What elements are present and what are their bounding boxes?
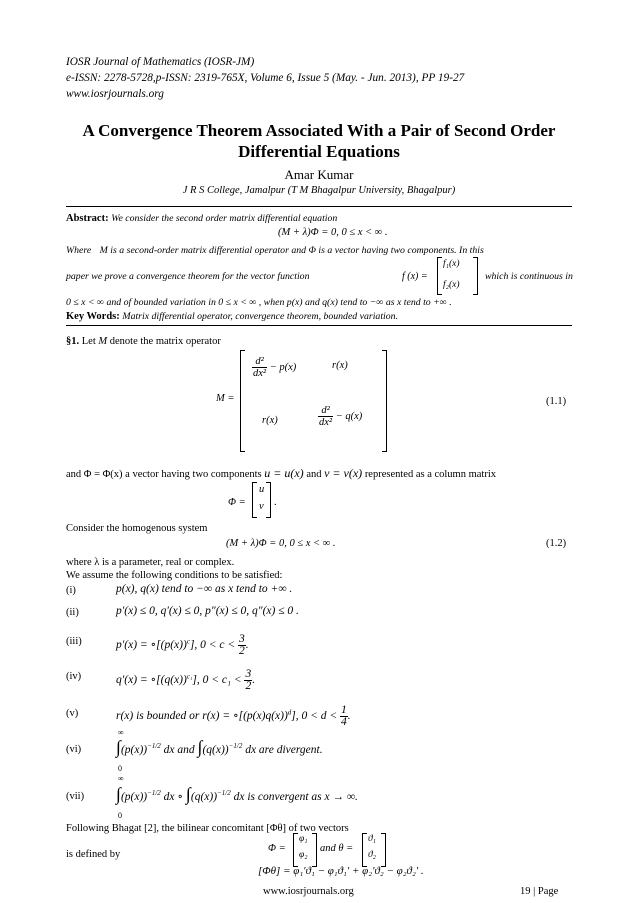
phi-u: u = u(x)	[264, 466, 304, 480]
header-divider	[66, 206, 572, 207]
cond-iii-sup: c	[186, 637, 190, 646]
matrix-cell-21: r(x)	[262, 415, 278, 426]
cond-vi-sup2: −1/2	[228, 742, 243, 750]
phi2-bracket-right	[312, 833, 317, 867]
abstract-fx: f (x) =	[402, 271, 428, 282]
phi-dot: .	[274, 497, 277, 508]
phi2-bracket-left	[293, 833, 298, 867]
cond-vi-int1-upper: ∞	[118, 728, 124, 737]
cond-iii-end: .	[245, 639, 249, 652]
cond-vi-d: dx are divergent.	[245, 743, 323, 756]
vector-bracket-right	[473, 257, 478, 295]
paper-title-line1: A Convergence Theorem Associated With a Pair of Second Order	[82, 121, 556, 140]
phi2-c1: φ₁	[299, 834, 308, 844]
phi-vector-v: v	[259, 501, 264, 512]
phi-text-e: represented as a column matrix	[364, 469, 497, 480]
section1-intro	[66, 335, 221, 348]
cond-vii-a: (p(x))	[120, 790, 148, 803]
theta-c1: ϑ₁	[368, 834, 376, 844]
cond-v-end: .	[347, 710, 351, 723]
cond-iv-a: q′(x) = ∘[(q(x))	[116, 674, 187, 687]
cond-vi	[116, 736, 323, 757]
journal-issn: e-ISSN: 2278-5728,p-ISSN: 2319-765X, Volume 6, Issue 5 (May. - Jun. 2013), PP 19-27	[66, 72, 465, 84]
abstract-equation: (M + λ)Φ = 0, 0 ≤ x < ∞ .	[278, 227, 388, 238]
keywords-text: Matrix differential operator, convergence theorem, bounded variation.	[122, 311, 399, 322]
journal-site: www.iosrjournals.org	[66, 88, 164, 100]
eq-number-1-2: (1.2)	[546, 538, 567, 549]
cond-iii-num: 3	[239, 633, 245, 645]
concomitant-equation: [Φθ] = φ₁′ϑ₁ − φ₁ϑ₁′ + φ₂′ϑ₂ − φ₂ϑ₂′ .	[258, 865, 424, 877]
cond-vi-int1-lower: 0	[118, 764, 122, 773]
footer-site: www.iosrjournals.org	[263, 886, 354, 897]
cond-vii-sup: −1/2	[147, 789, 161, 797]
cond-vi-b: dx and	[163, 743, 195, 756]
frac-dx2: dx²	[253, 368, 267, 379]
cond-iv-end: .	[252, 674, 256, 687]
homogeneous-system: (M + λ)Φ = 0, 0 ≤ x < ∞ .	[226, 538, 336, 549]
cond-vii	[116, 783, 358, 804]
matrix-cell-12: r(x)	[332, 360, 348, 371]
bilinear-line: Following Bhagat [2], the bilinear concomitant [Φθ] of two vectors	[66, 823, 349, 834]
cond-iii-b: ], 0 < c <	[189, 639, 236, 652]
section1-label: §1.	[66, 336, 80, 347]
cond-v-sup: d	[287, 708, 292, 717]
matrix-cell-22: $\frac{\text{d²}}{\text{dx²}}$ − q(x)	[319, 405, 363, 428]
section1-let: Let	[81, 336, 96, 347]
cond-v-den: 4	[341, 716, 347, 728]
cond-iv-label: (iv)	[66, 671, 82, 682]
cond-ii-label: (ii)	[66, 607, 79, 618]
abstract-line2	[66, 244, 484, 257]
cond-v-a: r(x) is bounded or r(x) = ∘[(p(x)q(x))	[116, 710, 288, 723]
footer-page: 19 | Page	[520, 886, 559, 897]
abstract-divider	[66, 325, 572, 326]
cond-vi-a: (p(x))	[120, 743, 148, 756]
phi-v: v = v(x)	[324, 466, 363, 480]
phi2-c2: φ₂	[299, 850, 308, 860]
matrix-bracket-left	[240, 350, 245, 452]
cond-vii-sup2: −1/2	[217, 789, 231, 797]
cond-iii-label: (iii)	[66, 636, 82, 647]
cond-iv	[116, 669, 255, 692]
assume-line: We assume the following conditions to be satisfied:	[66, 570, 283, 581]
abstract-M: M	[99, 245, 108, 256]
cond-vii-int1-upper: ∞	[118, 774, 124, 783]
cond-vii-b: dx ∘	[163, 790, 184, 803]
consider-line: Consider the homogenous system	[66, 523, 208, 534]
section1-text: denote the matrix operator	[109, 336, 221, 347]
abstract-f1: f₁(x)	[443, 259, 460, 269]
cond-iii-den: 2	[239, 645, 245, 657]
cond-i-label: (i)	[66, 585, 76, 596]
keywords	[66, 310, 398, 323]
phi-bracket-right	[266, 482, 271, 518]
cond-vii-label: (vii)	[66, 791, 85, 802]
section1-M: M	[98, 336, 108, 347]
minus-p: − p(x)	[269, 361, 297, 373]
cond-iv-den: 2	[245, 680, 252, 692]
phi-text-and: and	[306, 469, 322, 480]
phi-text-a: and Φ = Φ(x) a vector having two components	[66, 469, 262, 480]
matrix-cell-11	[252, 356, 296, 379]
abstract-label: Abstract:	[66, 213, 109, 224]
cond-vi-sup: −1/2	[147, 742, 161, 750]
cond-vii-d: dx is convergent as x → ∞.	[233, 790, 358, 803]
author-name: Amar Kumar	[284, 167, 354, 182]
frac-d2: d²	[252, 356, 267, 368]
abstract-f2: f₂(x)	[443, 280, 460, 290]
cond-v-num: 1	[341, 704, 347, 716]
eq-number-1-1: (1.1)	[546, 396, 567, 407]
cond-vii-c: (q(x))	[190, 790, 218, 803]
cond-iii	[116, 634, 249, 657]
phi-vector-u: u	[259, 484, 265, 495]
keywords-label: Key Words:	[66, 311, 120, 322]
abstract-line3: paper we prove a convergence theorem for the vector function	[66, 271, 310, 282]
defined-by-line: is defined by	[66, 849, 121, 860]
abstract-text1: We consider the second order matrix differential equation	[111, 213, 338, 224]
phi-vector-label: Φ =	[228, 497, 246, 508]
cond-iv-num: 3	[245, 668, 252, 680]
abstract-line3-rest: which is continuous in	[485, 271, 573, 282]
cond-vii-int1-lower: 0	[118, 811, 122, 820]
matrix-M-label: M =	[216, 393, 235, 404]
theta-bracket-left	[362, 833, 367, 867]
minus-q: − q(x)	[335, 410, 363, 422]
cond-iv-sup: c₁	[186, 672, 193, 681]
integral-sign-icon: ∫	[116, 783, 121, 804]
cond-i: p(x), q(x) tend to −∞ as x tend to +∞ .	[116, 583, 293, 595]
theta-bracket-right	[381, 833, 386, 867]
integral-sign-icon: ∫	[197, 736, 203, 757]
cond-iii-a: p′(x) = ∘[(p(x))	[116, 639, 187, 652]
cond-v-b: ], 0 < d <	[291, 710, 338, 723]
cond-v-label: (v)	[66, 708, 79, 719]
theta-c2: ϑ₂	[368, 850, 376, 860]
cond-v	[116, 705, 351, 728]
paper-title-line2: Differential Equations	[238, 142, 400, 161]
abstract-line4: 0 ≤ x < ∞ and of bounded variation in 0 ≤ x < ∞ , when p(x) and q(x) tend to −∞ as x tend to +∞ .	[66, 297, 452, 308]
abstract-where: Where	[66, 245, 92, 256]
where-lambda: where λ is a parameter, real or complex.	[66, 557, 235, 568]
journal-name: IOSR Journal of Mathematics (IOSR-JM)	[66, 56, 255, 68]
theta-label: and θ =	[320, 843, 354, 854]
cond-vi-label: (vi)	[66, 744, 82, 755]
phi-definition-line	[66, 467, 496, 481]
matrix-bracket-right	[382, 350, 387, 452]
abstract-line2-rest: is a second-order matrix differential operator and Φ is a vector having two components. In this	[110, 245, 484, 256]
integral-sign-icon: ∫	[185, 783, 191, 804]
abstract-line1	[66, 212, 337, 225]
cond-vi-c: (q(x))	[202, 743, 229, 756]
cond-iv-b: ], 0 < c₁ <	[192, 674, 242, 687]
author-affiliation: J R S College, Jamalpur (T M Bhagalpur University, Bhagalpur)	[182, 185, 456, 196]
vector-bracket-left	[437, 257, 442, 295]
integral-sign-icon: ∫	[116, 736, 121, 757]
phi2-label: Φ =	[268, 843, 286, 854]
cond-ii: p′(x) ≤ 0, q′(x) ≤ 0, p″(x) ≤ 0, q″(x) ≤ 0 .	[116, 605, 299, 617]
phi-bracket-left	[252, 482, 257, 518]
